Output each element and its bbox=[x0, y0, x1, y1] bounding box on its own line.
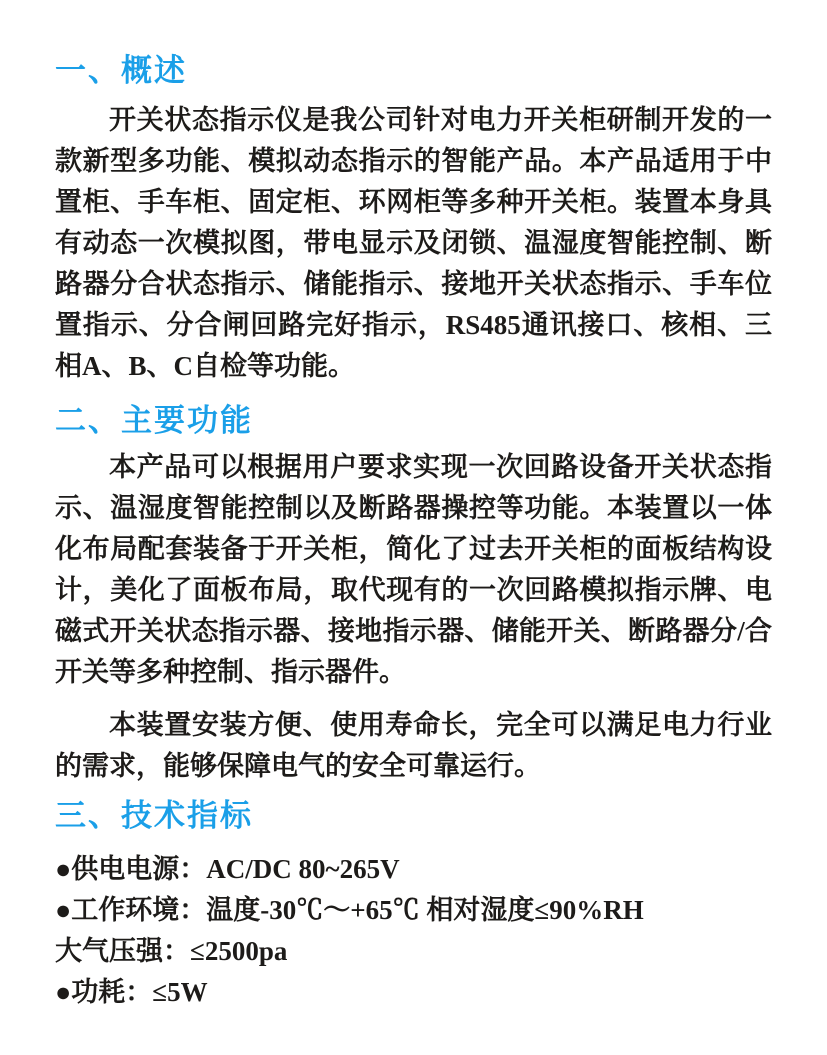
spec-power-supply: ●供电电源：AC/DC 80~265V bbox=[55, 854, 400, 884]
overview-heading: 一、概述 bbox=[55, 53, 187, 88]
main-functions-paragraph-2: 本装置安装方便、使用寿命长，完全可以满足电力行业的需求，能够保障电气的安全可靠运行。 bbox=[55, 710, 772, 781]
section-main-functions bbox=[55, 400, 772, 787]
main-functions-paragraph-1: 本产品可以根据用户要求实现一次回路设备开关状态指示、温湿度智能控制以及断路器操控等功能。本装置以一体化布局配套装备于开关柜，简化了过去开关柜的面板结构设计，美化了面板布局，取代现有的一次回路模拟指示牌、电磁式开关状态指示器、接地指示器、储能开关、断路器分/合开关等多种控制、指示器件。 bbox=[55, 452, 772, 687]
section-technical-specs bbox=[55, 795, 772, 1013]
overview-paragraph: 开关状态指示仪是我公司针对电力开关柜研制开发的一款新型多功能、模拟动态指示的智能产品。本产品适用于中置柜、手车柜、固定柜、环网柜等多种开关柜。装置本身具有动态一次模拟图，带电显示及闭锁、温湿度智能控制、断路器分合状态指示、储能指示、接地开关状态指示、手车位置指示、分合闸回路完好指示，RS485通讯接口、核相、三相A、B、C自检等功能。 bbox=[55, 105, 772, 381]
main-functions-heading: 二、主要功能 bbox=[55, 403, 253, 438]
spec-atmospheric-pressure: 大气压强：≤2500pa bbox=[55, 936, 288, 966]
spec-working-environment: ●工作环境：温度-30℃～+65℃ 相对湿度≤90%RH bbox=[55, 895, 644, 925]
section-overview bbox=[55, 50, 772, 387]
spec-power-consumption: ●功耗：≤5W bbox=[55, 977, 208, 1007]
technical-specs-heading: 三、技术指标 bbox=[55, 798, 253, 833]
